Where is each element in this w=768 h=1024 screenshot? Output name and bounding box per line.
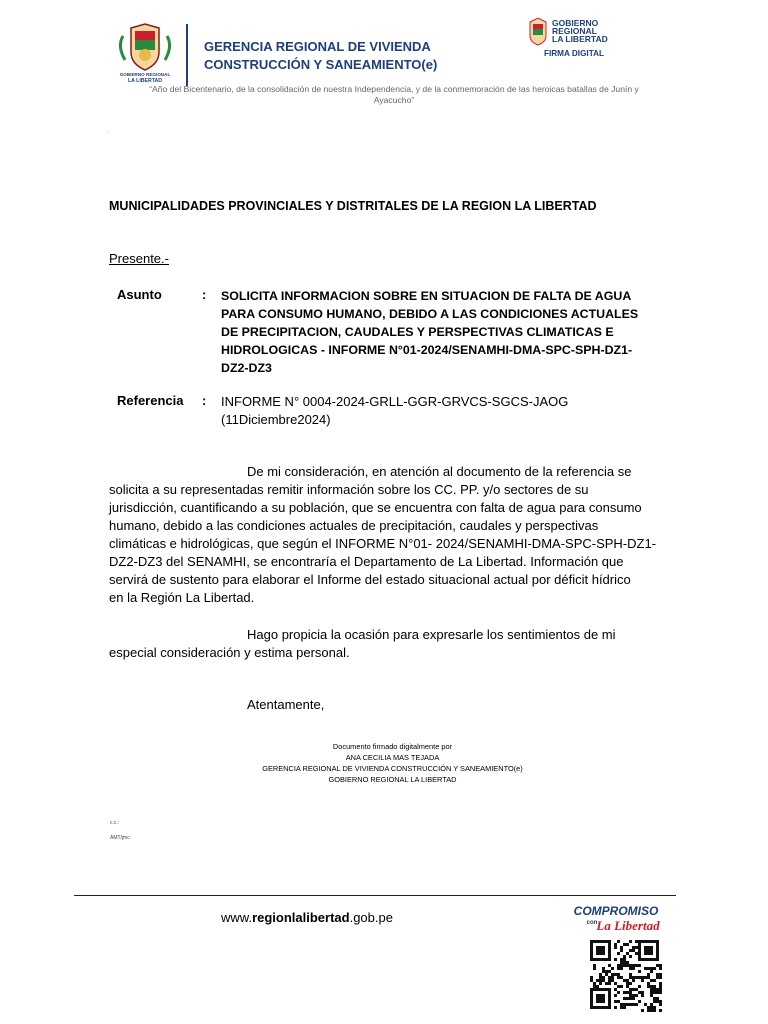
cc-label: c.c.: — [110, 820, 120, 826]
firma-logo-line-3: LA LIBERTAD — [552, 34, 608, 44]
asunto-line: SOLICITA INFORMACION SOBRE EN SITUACION DE FALTA DE AGUA — [221, 289, 632, 303]
cc-initials: AMT/jmc — [110, 835, 130, 841]
campaign-line-3: La Libertad — [596, 918, 660, 933]
paragraph-line: climáticas e hidrológicas, que según el INFORME N°01- 2024/SENAMHI-DMA-SPC-SPH-DZ1- — [109, 536, 657, 551]
closing: Atentamente, — [247, 697, 325, 712]
website-suffix: .gob.pe — [349, 910, 393, 925]
referencia-text — [221, 393, 641, 429]
paragraph-line: especial consideración y estima personal. — [109, 645, 350, 660]
paragraph-line: humano, debido a las condiciones actuales de precipitación, caudales y perspectivas — [109, 518, 599, 533]
stray-mark: . — [108, 128, 110, 134]
crest-caption-2: LA LIBERTAD — [127, 78, 163, 84]
recipient: MUNICIPALIDADES PROVINCIALES Y DISTRITALES DE LA REGION LA LIBERTAD — [109, 199, 597, 213]
firma-logo-line-2: REGIONAL — [552, 26, 597, 36]
referencia-colon: : — [202, 393, 207, 408]
website-domain: regionlalibertad — [252, 910, 350, 925]
paragraph-line: Hago propicia la ocasión para expresarle los sentimientos de mi — [247, 627, 616, 642]
body-paragraph-1 — [109, 463, 688, 607]
referencia-line-2: (11Diciembre2024) — [221, 412, 331, 427]
paragraph-line: De mi consideración, en atención al documento de la referencia se — [247, 464, 632, 479]
signature-office: GERENCIA REGIONAL DE VIVIENDA CONSTRUCCIÓN Y SANEAMIENTO(e) — [262, 764, 523, 773]
campaign-line-2: con — [586, 920, 598, 926]
digital-signature-block — [180, 741, 605, 785]
asunto-colon: : — [202, 287, 207, 302]
asunto-line: PARA CONSUMO HUMANO, DEBIDO A LAS CONDICIONES ACTUALES — [221, 307, 639, 321]
firma-digital-logo — [524, 14, 624, 64]
firma-logo-line-1: GOBIERNO — [552, 18, 599, 28]
motto-line-1: “Año del Bicentenario, de la consolidación de nuestra Independencia, y de la conmemoración de las heroicas batallas de Junín y — [149, 84, 639, 94]
asunto-line: DZ2-DZ3 — [221, 361, 272, 375]
firma-digital-tag: FIRMA DIGITAL — [543, 49, 605, 58]
motto-line-2: Ayacucho” — [373, 95, 415, 105]
referencia-line-1: INFORME N° 0004-2024-GRLL-GGR-GRVCS-SGCS-JAOG — [221, 394, 569, 409]
website-prefix: www. — [221, 910, 253, 925]
asunto-label: Asunto — [117, 287, 162, 302]
asunto-line: HIDROLOGICAS - INFORME N°01-2024/SENAMHI-DMA-SPC-SPH-DZ1- — [221, 343, 633, 357]
footer-rule — [74, 895, 676, 896]
paragraph-line: en la Región La Libertad. — [109, 590, 255, 605]
compromiso-logo — [562, 902, 670, 938]
signature-name: ANA CECILIA MAS TEJADA — [345, 753, 440, 762]
asunto-line: DE PRECIPITACION, CAUDALES Y PERSPECTIVAS CLIMATICAS E — [221, 325, 614, 339]
crest-caption-1: GOBIERNO REGIONAL — [119, 72, 171, 77]
paragraph-line: servirá de sustento para elaborar el Informe del estado situacional actual por déficit hídrico — [109, 572, 631, 587]
regional-crest-logo — [113, 22, 177, 84]
paragraph-line: solicita a su representadas remitir información sobre los CC. PP. y/o sectores de su — [109, 482, 589, 497]
paragraph-line: DZ2-DZ3 del SENAMHI, se encontraría el Departamento de La Libertad. Información que — [109, 554, 624, 569]
office-name-line-2: CONSTRUCCIÓN Y SANEAMIENTO(e) — [204, 57, 438, 72]
referencia-label: Referencia — [117, 393, 184, 408]
body-paragraph-2 — [109, 626, 688, 662]
signature-org: GOBIERNO REGIONAL LA LIBERTAD — [328, 775, 457, 784]
qr-code — [590, 940, 662, 1012]
header-divider — [186, 24, 188, 86]
year-motto — [110, 84, 678, 106]
presente: Presente.- — [109, 251, 169, 266]
paragraph-line: jurisdicción, cuantificando a su población, que se encuentra con falta de agua para consumo — [109, 500, 642, 515]
campaign-line-1: COMPROMISO — [573, 904, 659, 918]
asunto-text — [221, 287, 671, 377]
office-name — [204, 38, 437, 74]
website-link[interactable] — [221, 910, 393, 925]
signature-line-1: Documento firmado digitalmente por — [332, 742, 453, 751]
office-name-line-1: GERENCIA REGIONAL DE VIVIENDA — [204, 39, 431, 54]
